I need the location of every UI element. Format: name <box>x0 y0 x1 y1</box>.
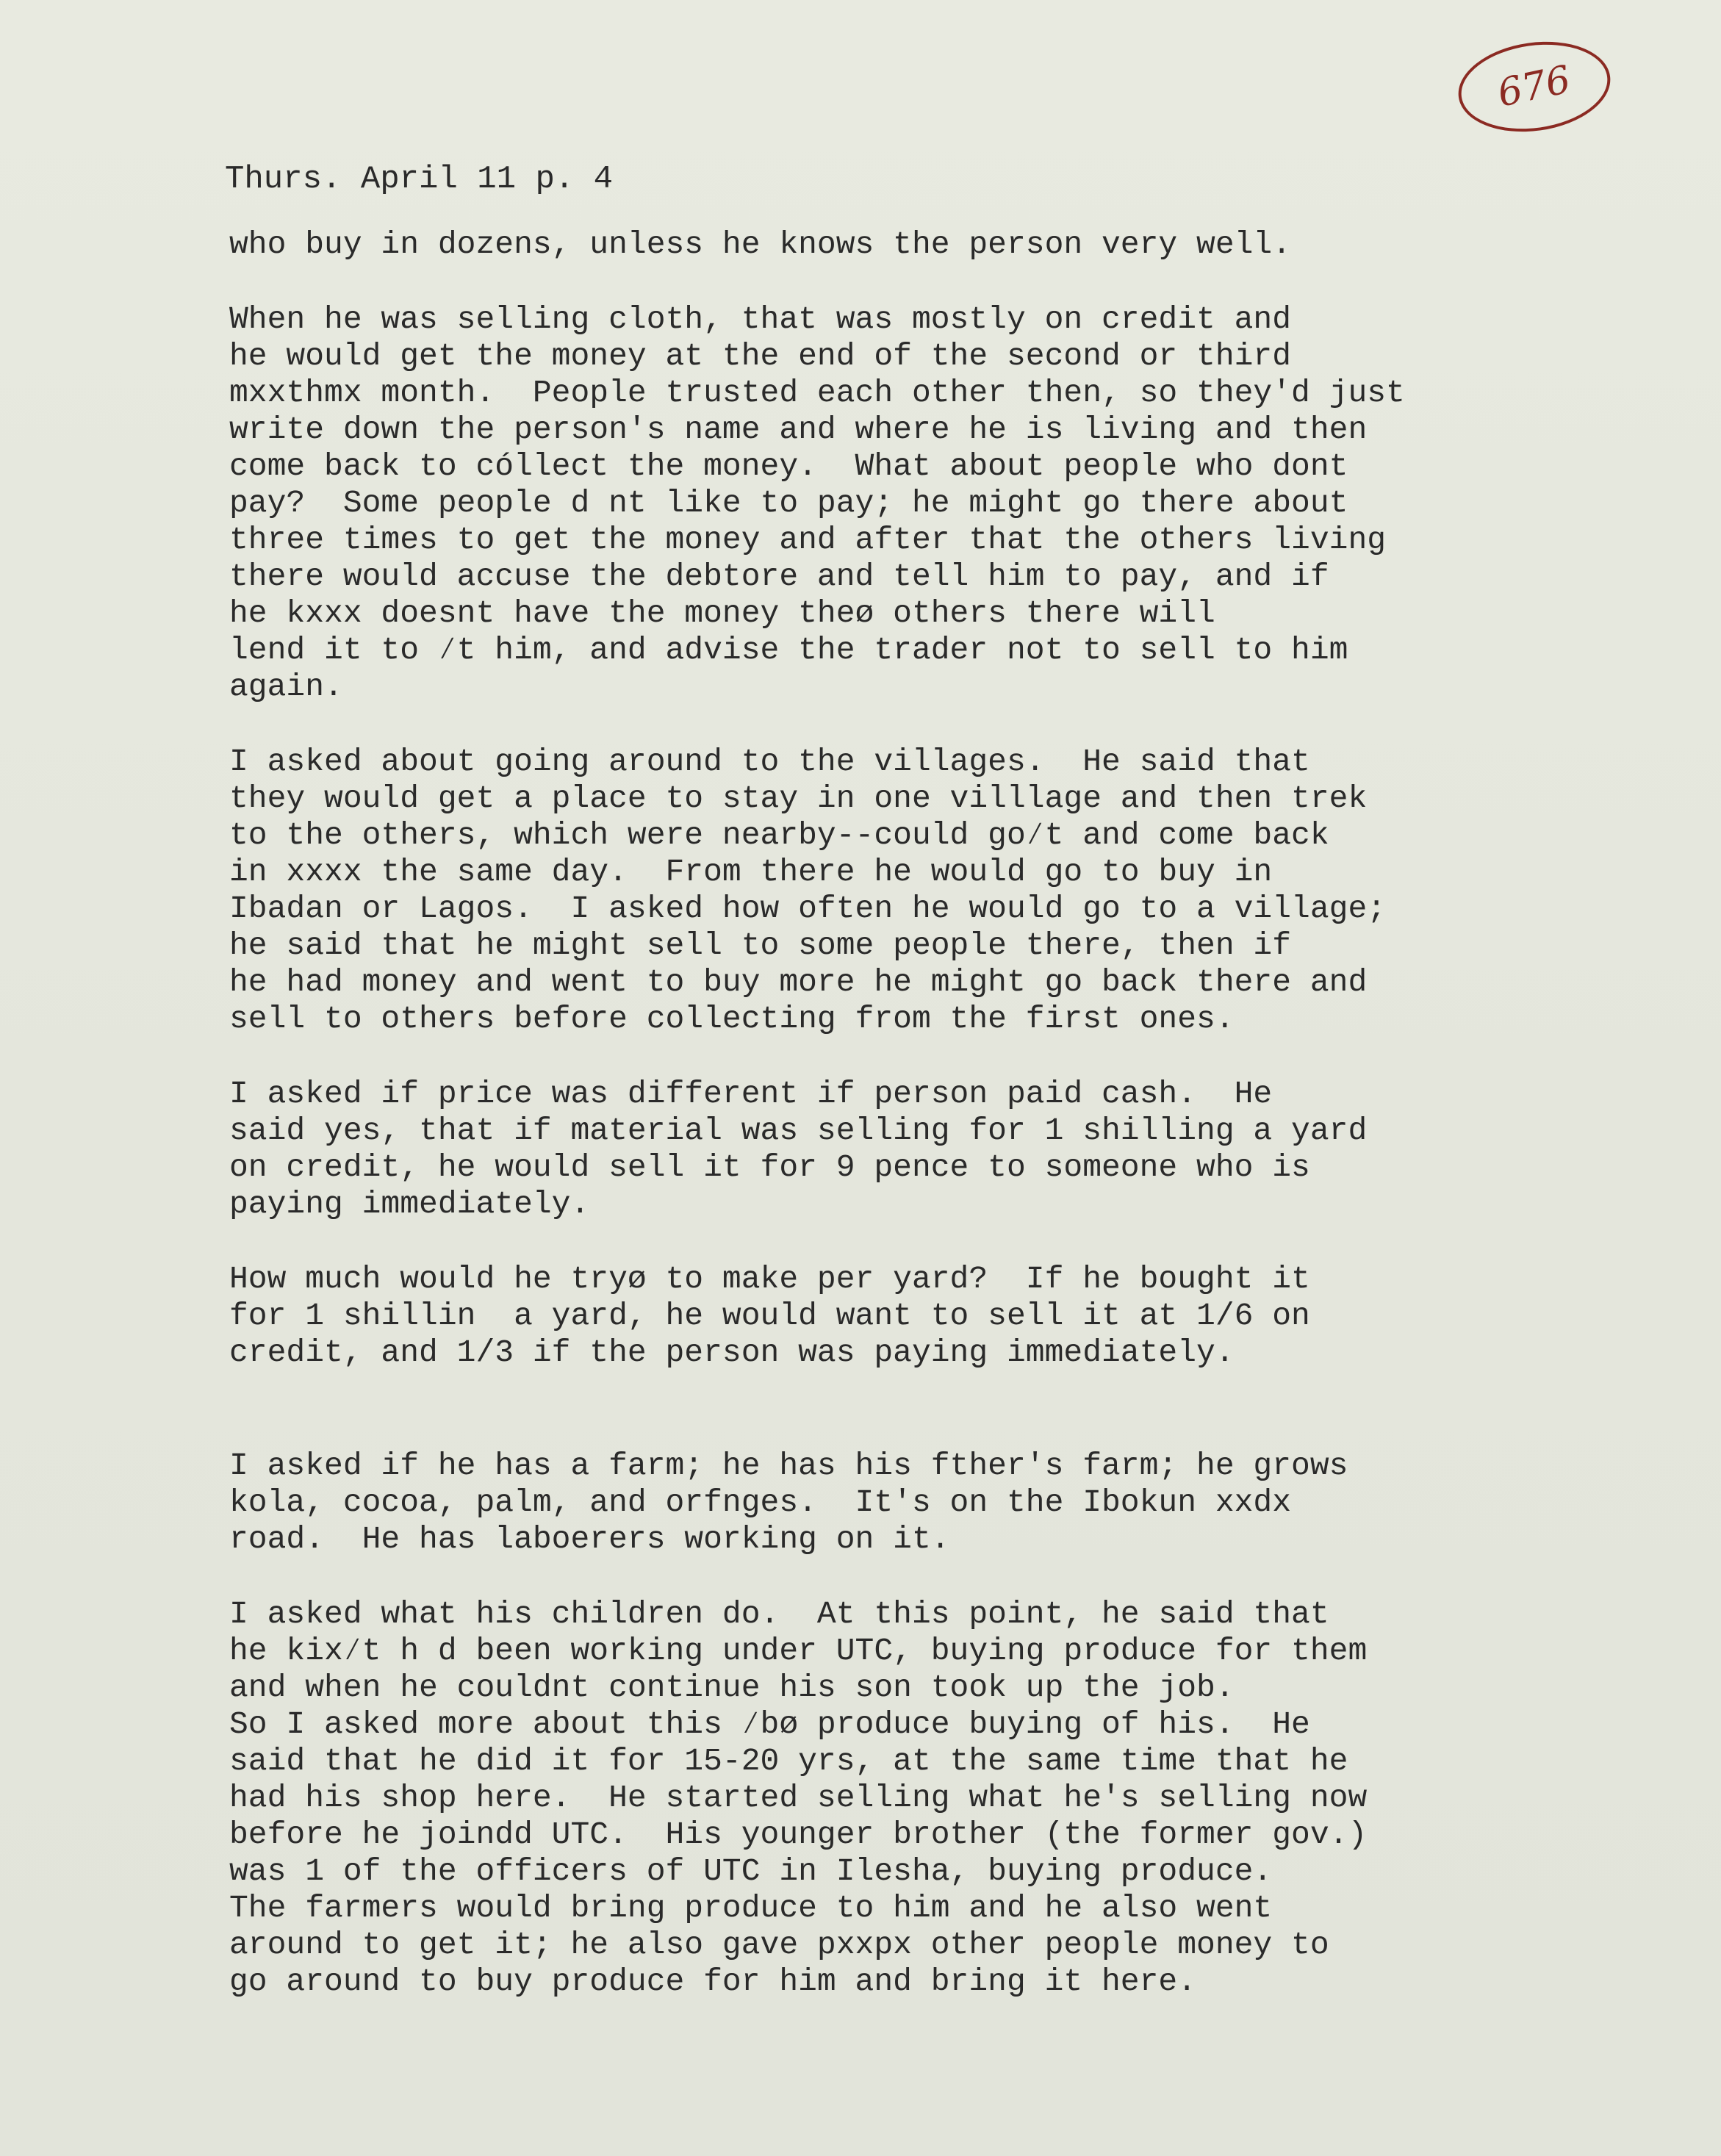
text-line: pay? Some people d nt like to pay; he might go there about <box>229 485 1348 521</box>
paragraph-gap <box>229 1558 1662 1596</box>
text-line: they would get a place to stay in one villlage and then trek <box>229 780 1368 816</box>
paragraph <box>229 1076 1662 1223</box>
text-line: road. He has laboerers working on it. <box>229 1521 950 1557</box>
text-line: said yes, that if material was selling for 1 shilling a yard <box>229 1113 1368 1149</box>
text-line: sell to others before collecting from the first ones. <box>229 1001 1235 1037</box>
text-line: kola, cocoa, palm, and orfnges. It's on the Ibokun xxdx <box>229 1484 1292 1520</box>
text-line: three times to get the money and after that the others living <box>229 522 1387 558</box>
text-line: The farmers would bring produce to him and he also went <box>229 1890 1273 1926</box>
text-line: he kxxx doesnt have the money theø others there will <box>229 595 1215 631</box>
text-line: he would get the money at the end of the second or third <box>229 338 1292 374</box>
text-line: go around to buy produce for him and bring it here. <box>229 1963 1197 1999</box>
text-line: How much would he tryø to make per yard? If he bought it <box>229 1261 1310 1297</box>
text-line: I asked if price was different if person paid cash. He <box>229 1076 1273 1112</box>
paragraph-gap <box>229 1371 1662 1448</box>
text-line: had his shop here. He started selling what he's selling now <box>229 1780 1368 1816</box>
text-line: lend it to ⁄t him, and advise the trader not to sell to him <box>229 632 1348 668</box>
text-line: he had money and went to buy more he might go back there and <box>229 964 1368 1000</box>
text-line: I asked what his children do. At this point, he said that <box>229 1596 1329 1632</box>
paragraph <box>229 1261 1662 1371</box>
text-line: who buy in dozens, unless he knows the person very well. <box>229 226 1292 262</box>
text-line: write down the person's name and where he is living and then <box>229 412 1368 448</box>
text-line: mxxthmx month. People trusted each other then, so they'd just <box>229 375 1405 411</box>
paragraph-gap <box>229 1223 1662 1261</box>
text-line: for 1 shillin a yard, he would want to sell it at 1/6 on <box>229 1298 1310 1334</box>
page-heading: Thurs. April 11 p. 4 <box>225 161 614 198</box>
paragraph-gap <box>229 705 1662 744</box>
text-line: When he was selling cloth, that was mostly on credit and <box>229 301 1292 337</box>
paragraph-gap <box>229 263 1662 301</box>
text-line: he said that he might sell to some people there, then if <box>229 927 1292 963</box>
paragraph-gap <box>229 1038 1662 1076</box>
text-line: credit, and 1/3 if the person was paying immediately. <box>229 1334 1235 1370</box>
text-line: I asked if he has a farm; he has his fther's farm; he grows <box>229 1448 1348 1484</box>
paragraph <box>229 744 1662 1038</box>
text-line: on credit, he would sell it for 9 pence to someone who is <box>229 1149 1310 1185</box>
text-line: and when he couldnt continue his son took up the job. <box>229 1670 1235 1706</box>
text-line: come back to cóllect the money. What about people who dont <box>229 448 1348 484</box>
document-body <box>229 226 1662 2000</box>
paragraph <box>229 226 1662 263</box>
text-line: around to get it; he also gave pxxpx other people money to <box>229 1927 1329 1963</box>
text-line: there would accuse the debtore and tell him to pay, and if <box>229 558 1329 594</box>
page-number: 676 <box>1494 57 1575 116</box>
paragraph <box>229 1596 1662 2000</box>
text-line: Ibadan or Lagos. I asked how often he would go to a village; <box>229 891 1387 927</box>
text-line: was 1 of the officers of UTC in Ilesha, buying produce. <box>229 1853 1273 1889</box>
page-number-stamp <box>1453 32 1617 141</box>
text-line: So I asked more about this ⁄bø produce buying of his. He <box>229 1706 1310 1742</box>
text-line: I asked about going around to the villages. He said that <box>229 744 1310 780</box>
text-line: paying immediately. <box>229 1186 590 1222</box>
text-line: said that he did it for 15-20 yrs, at the same time that he <box>229 1743 1348 1779</box>
text-line: to the others, which were nearby--could go⁄t and come back <box>229 817 1329 853</box>
text-line: in xxxx the same day. From there he would go to buy in <box>229 854 1273 890</box>
text-line: before he joindd UTC. His younger brother (the former gov.) <box>229 1817 1368 1853</box>
text-line: again. <box>229 669 343 705</box>
text-line: he kix⁄t h d been working under UTC, buying produce for them <box>229 1633 1368 1669</box>
paragraph <box>229 301 1662 705</box>
paragraph <box>229 1448 1662 1558</box>
